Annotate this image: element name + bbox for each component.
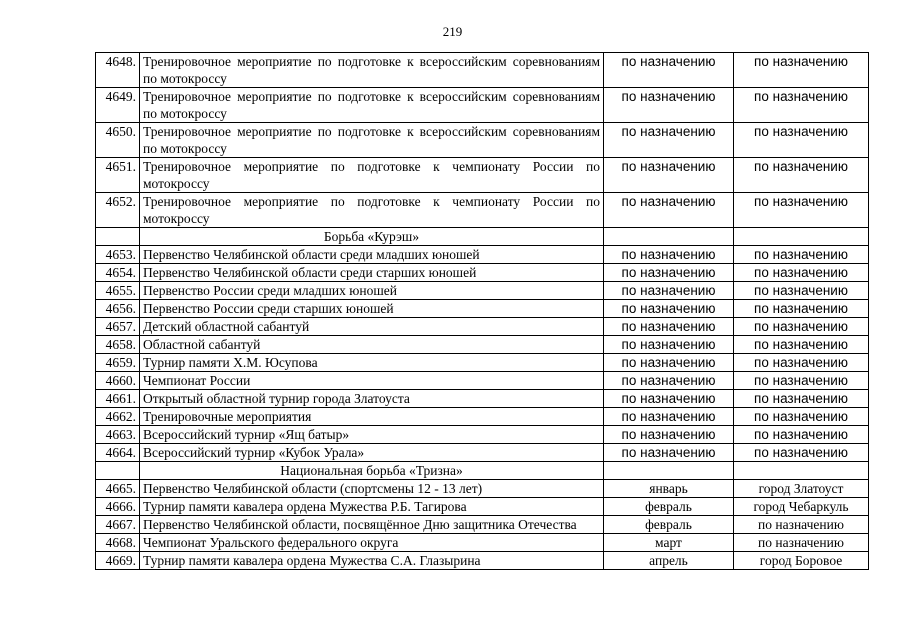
table-row bbox=[96, 354, 869, 372]
event-name: Первенство Челябинской области среди старших юношей bbox=[140, 264, 604, 282]
event-date: по назначению bbox=[604, 158, 734, 193]
table-row bbox=[96, 282, 869, 300]
event-name: Открытый областной турнир города Златоуста bbox=[140, 390, 604, 408]
event-name: Тренировочное мероприятие по подготовке к чемпионату России по мотокроссу bbox=[140, 193, 604, 228]
event-name: Всероссийский турнир «Ящ батыр» bbox=[140, 426, 604, 444]
row-number: 4664. bbox=[96, 444, 140, 462]
row-number: 4648. bbox=[96, 53, 140, 88]
event-date: по назначению bbox=[604, 88, 734, 123]
event-place: по назначению bbox=[734, 53, 869, 88]
event-date: по назначению bbox=[604, 318, 734, 336]
event-place: по назначению bbox=[734, 193, 869, 228]
event-name: Тренировочное мероприятие по подготовке к всероссийским соревнованиям по мотокроссу bbox=[140, 123, 604, 158]
event-date bbox=[604, 228, 734, 246]
event-place: по назначению bbox=[734, 516, 869, 534]
event-date: по назначению bbox=[604, 372, 734, 390]
table-row bbox=[96, 534, 869, 552]
events-table-body bbox=[96, 53, 869, 570]
row-number: 4669. bbox=[96, 552, 140, 570]
section-header-row bbox=[96, 462, 869, 480]
row-number: 4649. bbox=[96, 88, 140, 123]
row-number: 4652. bbox=[96, 193, 140, 228]
event-name: Тренировочные мероприятия bbox=[140, 408, 604, 426]
row-number: 4653. bbox=[96, 246, 140, 264]
row-number: 4665. bbox=[96, 480, 140, 498]
table-row bbox=[96, 516, 869, 534]
row-number bbox=[96, 462, 140, 480]
event-place: по назначению bbox=[734, 426, 869, 444]
event-name: Турнир памяти кавалера ордена Мужества Р.Б. Тагирова bbox=[140, 498, 604, 516]
table-row bbox=[96, 444, 869, 462]
event-place: по назначению bbox=[734, 336, 869, 354]
table-row bbox=[96, 552, 869, 570]
event-place: город Чебаркуль bbox=[734, 498, 869, 516]
event-place: по назначению bbox=[734, 408, 869, 426]
row-number: 4651. bbox=[96, 158, 140, 193]
table-row bbox=[96, 408, 869, 426]
event-date: по назначению bbox=[604, 264, 734, 282]
event-name: Тренировочное мероприятие по подготовке к всероссийским соревнованиям по мотокроссу bbox=[140, 88, 604, 123]
section-header-row bbox=[96, 228, 869, 246]
event-name: Тренировочное мероприятие по подготовке к всероссийским соревнованиям по мотокроссу bbox=[140, 53, 604, 88]
row-number: 4650. bbox=[96, 123, 140, 158]
event-name: Первенство России среди младших юношей bbox=[140, 282, 604, 300]
event-name: Детский областной сабантуй bbox=[140, 318, 604, 336]
row-number: 4662. bbox=[96, 408, 140, 426]
table-row bbox=[96, 264, 869, 282]
event-place: по назначению bbox=[734, 444, 869, 462]
event-place: по назначению bbox=[734, 318, 869, 336]
event-name: Чемпионат Уральского федерального округа bbox=[140, 534, 604, 552]
event-date: по назначению bbox=[604, 354, 734, 372]
row-number: 4654. bbox=[96, 264, 140, 282]
table-row bbox=[96, 88, 869, 123]
event-name: Всероссийский турнир «Кубок Урала» bbox=[140, 444, 604, 462]
event-name: Первенство Челябинской области среди младших юношей bbox=[140, 246, 604, 264]
table-row bbox=[96, 498, 869, 516]
table-row bbox=[96, 426, 869, 444]
event-place: по назначению bbox=[734, 390, 869, 408]
event-date: по назначению bbox=[604, 444, 734, 462]
event-place: по назначению bbox=[734, 282, 869, 300]
event-name: Тренировочное мероприятие по подготовке к чемпионату России по мотокроссу bbox=[140, 158, 604, 193]
event-date: январь bbox=[604, 480, 734, 498]
page-number: 219 bbox=[442, 24, 463, 39]
event-name: Областной сабантуй bbox=[140, 336, 604, 354]
event-name: Турнир памяти кавалера ордена Мужества С.А. Глазырина bbox=[140, 552, 604, 570]
event-date: по назначению bbox=[604, 390, 734, 408]
event-date: февраль bbox=[604, 498, 734, 516]
event-date: по назначению bbox=[604, 246, 734, 264]
event-place: город Златоуст bbox=[734, 480, 869, 498]
table-row bbox=[96, 336, 869, 354]
event-place: по назначению bbox=[734, 158, 869, 193]
event-place bbox=[734, 228, 869, 246]
table-row bbox=[96, 390, 869, 408]
event-place: по назначению bbox=[734, 88, 869, 123]
row-number: 4655. bbox=[96, 282, 140, 300]
event-date: март bbox=[604, 534, 734, 552]
event-place: по назначению bbox=[734, 372, 869, 390]
row-number: 4661. bbox=[96, 390, 140, 408]
event-name: Первенство Челябинской области (спортсмены 12 - 13 лет) bbox=[140, 480, 604, 498]
event-date: апрель bbox=[604, 552, 734, 570]
table-row bbox=[96, 300, 869, 318]
row-number: 4668. bbox=[96, 534, 140, 552]
event-place: по назначению bbox=[734, 300, 869, 318]
event-date: по назначению bbox=[604, 336, 734, 354]
event-date: по назначению bbox=[604, 193, 734, 228]
table-row bbox=[96, 193, 869, 228]
event-place bbox=[734, 462, 869, 480]
event-name: Первенство Челябинской области, посвящённое Дню защитника Отечества bbox=[140, 516, 604, 534]
events-table bbox=[95, 52, 869, 570]
row-number: 4666. bbox=[96, 498, 140, 516]
event-place: по назначению bbox=[734, 123, 869, 158]
event-place: по назначению bbox=[734, 264, 869, 282]
event-date: по назначению bbox=[604, 53, 734, 88]
event-date: по назначению bbox=[604, 408, 734, 426]
event-name: Первенство России среди старших юношей bbox=[140, 300, 604, 318]
row-number: 4656. bbox=[96, 300, 140, 318]
section-title: Национальная борьба «Тризна» bbox=[140, 462, 604, 480]
event-date: по назначению bbox=[604, 426, 734, 444]
event-place: город Боровое bbox=[734, 552, 869, 570]
event-date: по назначению bbox=[604, 123, 734, 158]
table-row bbox=[96, 246, 869, 264]
row-number bbox=[96, 228, 140, 246]
event-date: по назначению bbox=[604, 300, 734, 318]
row-number: 4659. bbox=[96, 354, 140, 372]
table-row bbox=[96, 318, 869, 336]
event-place: по назначению bbox=[734, 534, 869, 552]
row-number: 4657. bbox=[96, 318, 140, 336]
table-row bbox=[96, 372, 869, 390]
event-place: по назначению bbox=[734, 246, 869, 264]
table-row bbox=[96, 480, 869, 498]
event-date: по назначению bbox=[604, 282, 734, 300]
event-date bbox=[604, 462, 734, 480]
event-date: февраль bbox=[604, 516, 734, 534]
table-row bbox=[96, 158, 869, 193]
row-number: 4660. bbox=[96, 372, 140, 390]
table-row bbox=[96, 123, 869, 158]
event-place: по назначению bbox=[734, 354, 869, 372]
row-number: 4658. bbox=[96, 336, 140, 354]
row-number: 4663. bbox=[96, 426, 140, 444]
row-number: 4667. bbox=[96, 516, 140, 534]
table-row bbox=[96, 53, 869, 88]
event-name: Чемпионат России bbox=[140, 372, 604, 390]
section-title: Борьба «Курэш» bbox=[140, 228, 604, 246]
event-name: Турнир памяти Х.М. Юсупова bbox=[140, 354, 604, 372]
